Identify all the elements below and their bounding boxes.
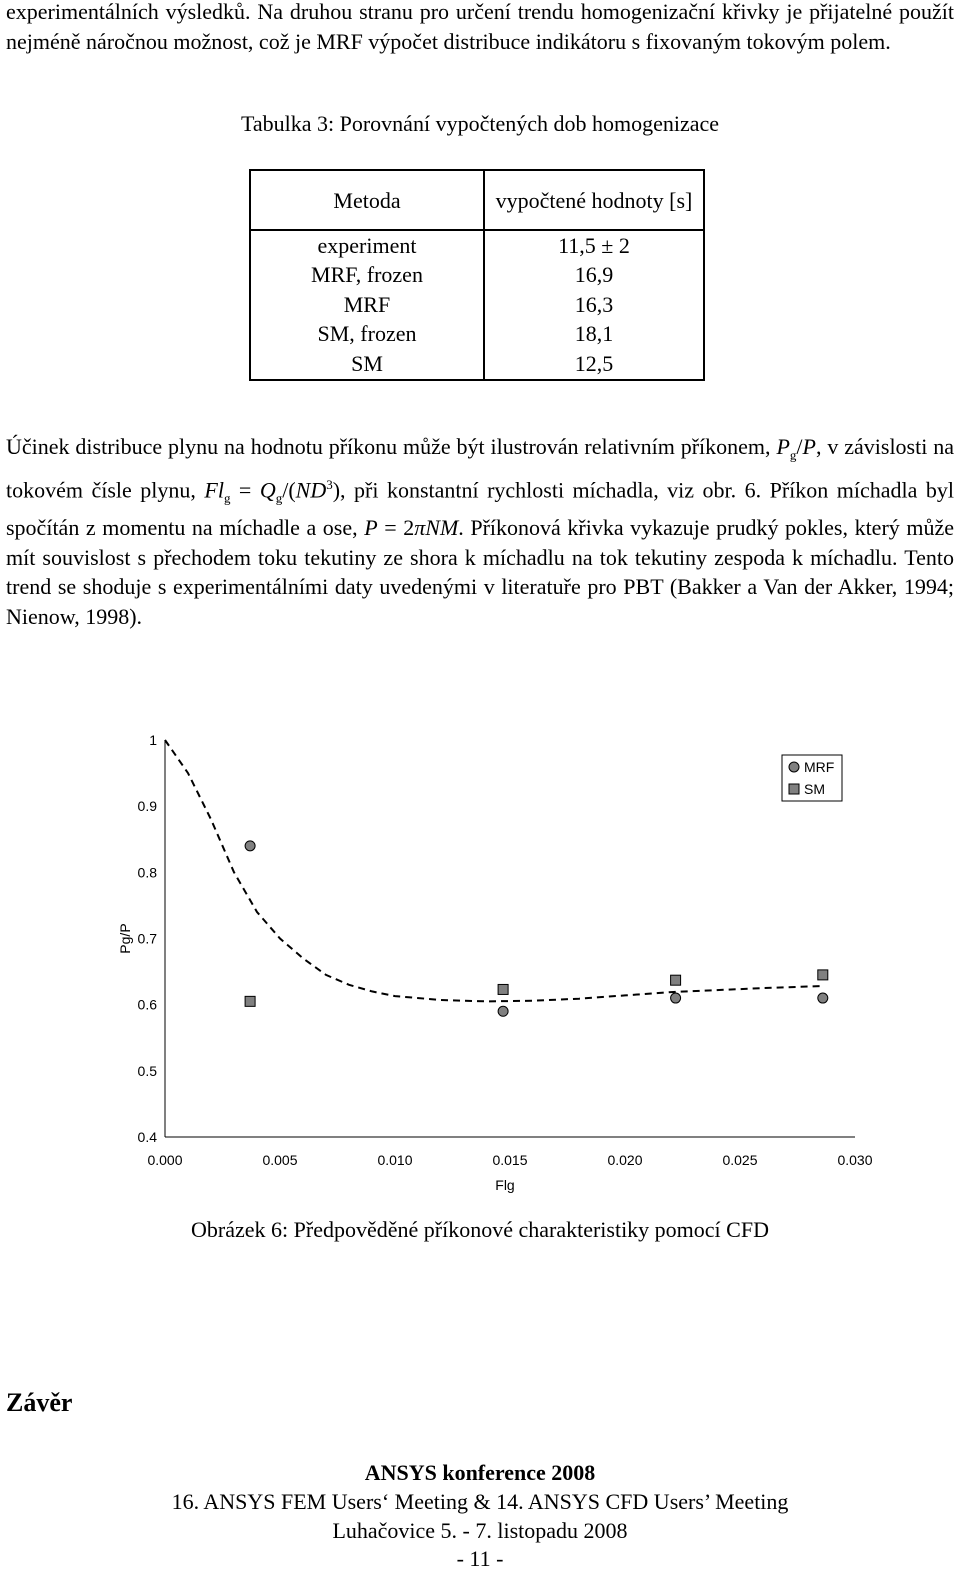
table-cell-method: experiment — [250, 230, 484, 261]
table-row — [250, 290, 704, 320]
y-tick-label: 0.5 — [137, 1062, 157, 1079]
footer-meeting: 16. ANSYS FEM Users‘ Meeting & 14. ANSYS CFD Users’ Meeting — [171, 1489, 789, 1514]
table-cell-value: 12,5 — [574, 350, 614, 376]
page-number: - 11 - — [456, 1546, 504, 1571]
symbol-p: P — [776, 434, 790, 459]
table-cell-value: 11,5 ± 2 — [558, 232, 630, 258]
text-run: /( — [282, 477, 296, 503]
section-heading: Závěr — [6, 1388, 73, 1417]
table-row — [250, 261, 704, 291]
body-paragraph — [6, 432, 954, 631]
text-run: = — [230, 477, 260, 503]
data-point-sm — [498, 984, 508, 994]
x-tick-label: 0.010 — [377, 1152, 413, 1168]
table-row — [250, 349, 704, 380]
symbol-p: P — [802, 434, 816, 459]
legend-marker-sm — [789, 784, 799, 794]
table-cell-method: SM, frozen — [250, 320, 484, 350]
x-tick-label: 0.015 — [492, 1152, 528, 1168]
symbol-p: P — [364, 515, 378, 541]
text-run: ), při konstantní rychlosti míchadla, viz obr. 6. Příkon míchadla byl spočítán z momentu na míchadle a ose, — [6, 477, 954, 541]
text-run: Účinek distribuce plynu na hodnotu příkonu může být ilustrován relativním příkonem, — [6, 434, 777, 459]
table-cell-method: MRF, frozen — [250, 261, 484, 291]
text-run: . Příkonová křivka vykazuje prudký pokles, který může mít souvislost s přechodem toku tekutiny ze shora k míchadlu na tok tekutiny zespoda k míchadlu. Tento trend se shoduje s experimentálními daty uvedenými v literatuře pro PBT (Bakker a Van der Akker, 1994; Nienow, 1998). — [6, 515, 954, 629]
table-header-values: vypočtené hodnoty [s] — [484, 170, 704, 230]
x-tick-label: 0.000 — [147, 1152, 183, 1168]
table-cell-method: SM — [250, 349, 484, 380]
figure-caption: Obrázek 6: Předpověděné příkonové charakteristiky pomocí CFD — [191, 1217, 769, 1242]
footer-conference: ANSYS konference 2008 — [364, 1460, 596, 1485]
subscript-g: g — [789, 447, 797, 463]
text-run: , v závislosti na tokovém čísle plynu, — [6, 434, 954, 503]
text-run: / — [796, 434, 803, 459]
y-tick-label: 0.7 — [137, 930, 157, 947]
symbol-q: Q — [259, 477, 276, 503]
y-tick-label: 0.4 — [137, 1129, 157, 1145]
y-axis-label: Pg/P — [117, 923, 133, 954]
table-cell-value: 16,3 — [574, 291, 614, 317]
symbol-pinm: πNM — [414, 515, 459, 541]
x-tick-label: 0.030 — [837, 1152, 873, 1168]
data-point-mrf — [498, 1006, 508, 1016]
x-tick-label: 0.020 — [607, 1152, 643, 1168]
data-point-mrf — [671, 993, 681, 1003]
symbol-fl: Fl — [204, 477, 224, 503]
data-point-mrf — [818, 993, 828, 1003]
subscript-g: g — [223, 490, 231, 506]
table-row — [250, 320, 704, 350]
symbol-nd: ND — [295, 477, 327, 503]
legend-marker-mrf — [789, 762, 799, 772]
table-cell-method: MRF — [250, 290, 484, 320]
x-axis-label: Flg — [495, 1177, 515, 1193]
intro-paragraph: experimentálních výsledků. Na druhou stranu pro určení trendu homogenizační křivky je přijatelné použít nejméně náročnou možnost, což je MRF výpočet distribuce indikátoru s fixovaným tokovým polem. — [6, 0, 954, 54]
data-point-sm — [245, 996, 255, 1006]
legend-label: SM — [804, 781, 825, 797]
table-caption: Tabulka 3: Porovnání vypočtených dob homogenizace — [240, 111, 720, 136]
footer-location: Luhačovice 5. - 7. listopadu 2008 — [332, 1518, 628, 1543]
table-cell-value: 18,1 — [574, 321, 614, 347]
power-chart — [110, 725, 890, 1205]
y-tick-label: 1 — [149, 732, 157, 748]
subscript-g: g — [275, 490, 283, 506]
x-tick-label: 0.025 — [722, 1152, 758, 1168]
y-tick-label: 0.6 — [137, 996, 157, 1013]
table-row — [250, 230, 704, 261]
data-point-sm — [818, 970, 828, 980]
superscript-3: 3 — [326, 476, 333, 492]
table-header-row — [250, 170, 704, 230]
table-header-method: Metoda — [250, 170, 484, 230]
legend-label: MRF — [804, 759, 835, 775]
x-tick-label: 0.005 — [262, 1152, 298, 1168]
data-point-sm — [671, 975, 681, 985]
y-tick-label: 0.9 — [137, 798, 157, 815]
trend-line — [165, 740, 821, 1001]
table-cell-value: 16,9 — [574, 262, 614, 288]
results-table — [249, 169, 705, 381]
data-point-mrf — [245, 841, 255, 851]
y-tick-label: 0.8 — [137, 864, 157, 881]
text-run: = 2 — [377, 515, 415, 541]
